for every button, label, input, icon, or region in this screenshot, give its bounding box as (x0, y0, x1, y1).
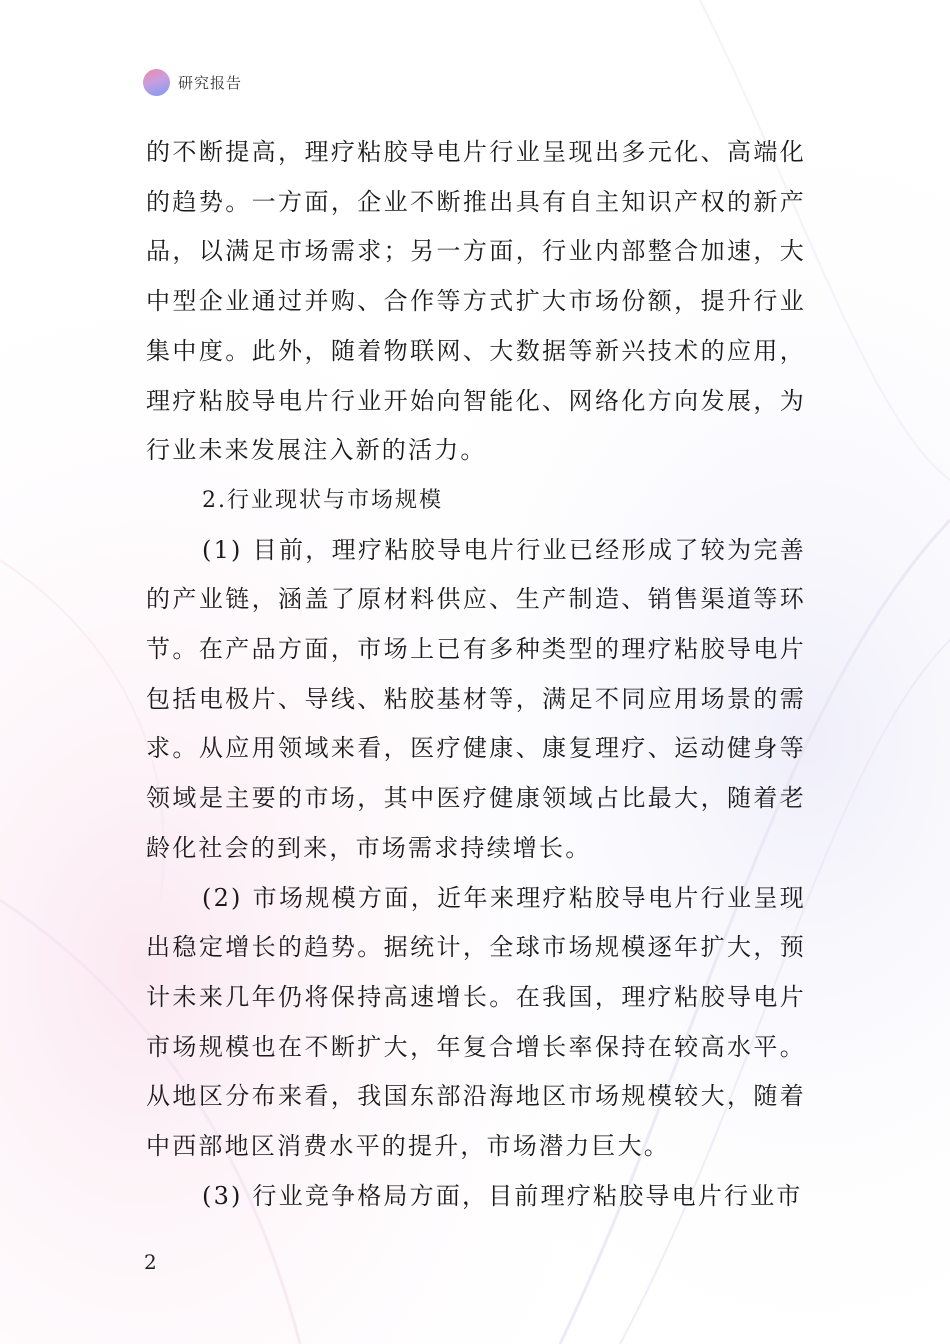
paragraph-competition: (3) 行业竞争格局方面，目前理疗粘胶导电片行业市 (202, 1181, 803, 1210)
paragraph-market-size: (2) 市场规模方面，近年来理疗粘胶导电片行业呈现出稳定增长的趋势。据统计，全球市场规模逐年扩大，预计未来几年仍将保持高速增长。在我国，理疗粘胶导电片市场规模也在不断扩大，年复合增长率保持在较高水平。从地区分布来看，我国东部沿海地区市场规模较大，随着中西部地区消费水平的提升，市场潜力巨大。 (146, 883, 806, 1161)
section-heading: 2.行业现状与市场规模 (202, 487, 443, 513)
logo-circle-icon (143, 69, 170, 96)
paragraph-trend: 的不断提高，理疗粘胶导电片行业呈现出多元化、高端化的趋势。一方面，企业不断推出具有自主知识产权的新产品，以满足市场需求；另一方面，行业内部整合加速，大中型企业通过并购、合作等方式扩大市场份额，提升行业集中度。此外，随着物联网、大数据等新兴技术的应用，理疗粘胶导电片行业开始向智能化、网络化方向发展，为行业未来发展注入新的活力。 (146, 138, 806, 465)
document-body (146, 128, 806, 1221)
report-header (143, 68, 242, 96)
paragraph-industry-status: (1) 目前，理疗粘胶导电片行业已经形成了较为完善的产业链，涵盖了原材料供应、生产制造、销售渠道等环节。在产品方面，市场上已有多种类型的理疗粘胶导电片包括电极片、导线、粘胶基材等，满足不同应用场景的需求。从应用领域来看，医疗健康、康复理疗、运动健身等领域是主要的市场，其中医疗健康领域占比最大，随着老龄化社会的到来，市场需求持续增长。 (146, 535, 806, 862)
header-title: 研究报告 (178, 73, 243, 92)
page-number: 2 (144, 1250, 157, 1274)
